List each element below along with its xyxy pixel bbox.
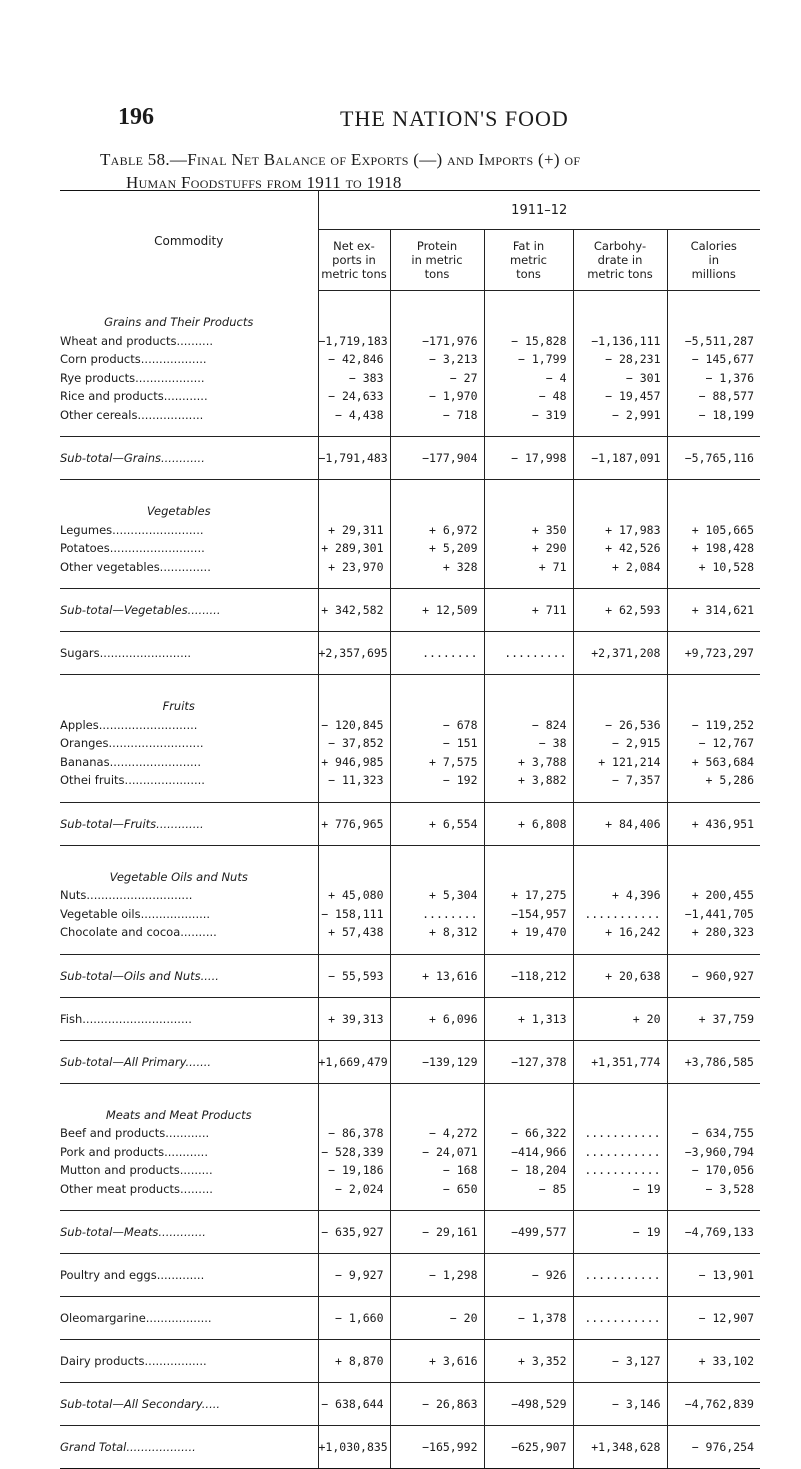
cell-value: − 1,376 <box>667 369 760 388</box>
cell-value <box>573 1083 667 1124</box>
cell-value: ........ <box>390 632 484 675</box>
cell-value: −625,907 <box>484 1426 573 1469</box>
cell-value: −1,791,483 <box>318 437 390 480</box>
subtotal-row <box>60 437 760 480</box>
cell-value: −414,966 <box>484 1143 573 1162</box>
commodity-label: Sub-total—Fruits............. <box>60 802 318 845</box>
cell-value: − 13,901 <box>667 1254 760 1297</box>
table-row <box>60 1124 760 1143</box>
cell-value: −177,904 <box>390 437 484 480</box>
cell-value: − 319 <box>484 406 573 437</box>
commodity-label: Sub-total—Vegetables......... <box>60 589 318 632</box>
table-row <box>60 387 760 406</box>
cell-value: − 19,186 <box>328 1163 384 1178</box>
table-row <box>60 539 760 558</box>
cell-value: − 15,828 <box>484 332 573 351</box>
cell-value: − 28,231 <box>573 350 667 369</box>
subtotal-row <box>60 1297 760 1340</box>
cell-value: − 18,199 <box>667 406 760 437</box>
running-head: THE NATION'S FOOD <box>340 106 569 131</box>
table-row <box>60 734 760 753</box>
commodity-label: Sugars......................... <box>60 632 318 675</box>
cell-value: + 3,788 <box>484 753 573 772</box>
cell-value: − 19 <box>573 1211 667 1254</box>
cell-value: − 635,927 <box>318 1211 390 1254</box>
cell-value: + 42,526 <box>573 539 667 558</box>
table-row <box>60 923 760 954</box>
cell-value: − 1,970 <box>390 387 484 406</box>
cell-value: − 638,644 <box>318 1383 390 1426</box>
subtotal-row <box>60 954 760 997</box>
cell-value: − 38 <box>484 734 573 753</box>
commodity-label: Sub-total—All Primary....... <box>60 1040 318 1083</box>
cell-value: + 8,312 <box>390 923 484 954</box>
cell-value: ........... <box>573 1297 667 1340</box>
commodity-label: Grand Total................... <box>60 1426 318 1469</box>
cell-value: + 1,313 <box>484 997 573 1040</box>
cell-value: − 29,161 <box>390 1211 484 1254</box>
cell-value: − 192 <box>390 771 484 802</box>
cell-value: −171,976 <box>390 332 484 351</box>
cell-value: + 289,301 <box>321 541 384 556</box>
cell-value: +1,351,774 <box>573 1040 667 1083</box>
cell-value: +2,371,208 <box>573 632 667 675</box>
cell-value: −499,577 <box>484 1211 573 1254</box>
cell-value: − 2,991 <box>573 406 667 437</box>
section-heading: Fruits <box>60 675 318 716</box>
cell-value: + 20 <box>573 997 667 1040</box>
cell-value: + 328 <box>390 558 484 589</box>
page-header <box>118 104 758 134</box>
cell-value: + 121,214 <box>573 753 667 772</box>
cell-value: − 20 <box>390 1297 484 1340</box>
cell-value: − 1,799 <box>484 350 573 369</box>
cell-value: + 17,275 <box>484 886 573 905</box>
cell-value: − 66,322 <box>484 1124 573 1143</box>
commodity-label: Corn products.................. <box>60 350 318 369</box>
commodity-label: Sub-total—Grains............ <box>60 437 318 480</box>
cell-value: + 711 <box>484 589 573 632</box>
year-header: 1911–12 <box>318 191 760 230</box>
table-row <box>60 886 760 905</box>
section-heading: Meats and Meat Products <box>60 1083 318 1124</box>
cell-value: −1,441,705 <box>667 905 760 924</box>
cell-value: + 3,616 <box>390 1340 484 1383</box>
cell-value: − 9,927 <box>318 1254 390 1297</box>
commodity-label: Othei fruits...................... <box>60 771 318 802</box>
table-row <box>60 332 760 351</box>
cell-value: − 926 <box>484 1254 573 1297</box>
table-caption <box>100 148 780 194</box>
cell-value: + 33,102 <box>667 1340 760 1383</box>
cell-value: −165,992 <box>390 1426 484 1469</box>
cell-value <box>318 845 390 886</box>
cell-value: − 151 <box>390 734 484 753</box>
cell-value: +1,348,628 <box>573 1426 667 1469</box>
cell-value: − 170,056 <box>667 1161 760 1180</box>
cell-value: + 20,638 <box>573 954 667 997</box>
commodity-label: Legumes......................... <box>60 521 318 540</box>
cell-value <box>667 845 760 886</box>
table-row <box>60 1180 760 1211</box>
cell-value: + 19,470 <box>484 923 573 954</box>
cell-value: + 3,882 <box>484 771 573 802</box>
cell-value: − 24,071 <box>390 1143 484 1162</box>
cell-value: − 18,204 <box>484 1161 573 1180</box>
cell-value: − 4,272 <box>390 1124 484 1143</box>
cell-value: −5,765,116 <box>667 437 760 480</box>
commodity-label: Sub-total—Oils and Nuts..... <box>60 954 318 997</box>
cell-value: + 5,286 <box>667 771 760 802</box>
cell-value: − 3,127 <box>573 1340 667 1383</box>
subtotal-row <box>60 1211 760 1254</box>
cell-value <box>573 675 667 716</box>
subtotal-row <box>60 1040 760 1083</box>
cell-value: − 27 <box>390 369 484 388</box>
cell-value: + 10,528 <box>667 558 760 589</box>
commodity-label: Rice and products............ <box>60 387 318 406</box>
commodity-label: Nuts............................. <box>60 886 318 905</box>
cell-value: + 6,096 <box>390 997 484 1040</box>
section-heading-row <box>60 480 760 521</box>
cell-value: ........... <box>573 1254 667 1297</box>
food-balance-table <box>60 190 760 1469</box>
commodity-label: Other cereals.................. <box>60 406 318 437</box>
cell-value: + 37,759 <box>667 997 760 1040</box>
table-row <box>60 1143 760 1162</box>
cell-value: −5,511,287 <box>667 332 760 351</box>
cell-value: + 6,808 <box>484 802 573 845</box>
commodity-label: Other vegetables.............. <box>60 558 318 589</box>
cell-value: ........... <box>573 1161 667 1180</box>
cell-value: + 5,209 <box>390 539 484 558</box>
cell-value: ........ <box>390 905 484 924</box>
cell-value: − 55,593 <box>318 954 390 997</box>
cell-value: + 946,985 <box>321 754 384 769</box>
cell-value: − 3,146 <box>573 1383 667 1426</box>
cell-value: − 824 <box>484 716 573 735</box>
cell-value: + 198,428 <box>667 539 760 558</box>
cell-value: +9,723,297 <box>667 632 760 675</box>
commodity-label: Rye products................... <box>60 369 318 388</box>
section-heading: Grains and Their Products <box>60 291 318 332</box>
cell-value: + 4,396 <box>573 886 667 905</box>
table-row <box>60 406 760 437</box>
cell-value: + 314,621 <box>667 589 760 632</box>
commodity-label: Chocolate and cocoa.......... <box>60 923 318 954</box>
cell-value <box>667 480 760 521</box>
commodity-label: Pork and products............ <box>60 1143 318 1162</box>
cell-value: −1,136,111 <box>573 332 667 351</box>
cell-value: −1,719,183 <box>318 333 388 348</box>
section-heading-row <box>60 675 760 716</box>
cell-value: −154,957 <box>484 905 573 924</box>
cell-value: −127,378 <box>484 1040 573 1083</box>
cell-value: ........... <box>573 1143 667 1162</box>
page-number: 196 <box>118 104 154 130</box>
cell-value: +1,669,479 <box>318 1040 390 1083</box>
column-header-protein: Protein in metric tons <box>390 230 484 291</box>
cell-value: − 383 <box>348 370 384 385</box>
cell-value: − 634,755 <box>667 1124 760 1143</box>
cell-value: + 776,965 <box>318 802 390 845</box>
section-heading-row <box>60 845 760 886</box>
table-row <box>60 350 760 369</box>
cell-value: −498,529 <box>484 1383 573 1426</box>
cell-value <box>573 480 667 521</box>
table-row <box>60 369 760 388</box>
subtotal-row <box>60 802 760 845</box>
cell-value: + 6,554 <box>390 802 484 845</box>
cell-value: + 57,438 <box>328 925 384 940</box>
column-header-net-exports: Net ex- ports in metric tons <box>318 230 390 291</box>
cell-value <box>390 480 484 521</box>
commodity-label: Beef and products............ <box>60 1124 318 1143</box>
cell-value: − 2,024 <box>335 1181 384 1196</box>
cell-value: + 3,352 <box>484 1340 573 1383</box>
cell-value: − 3,213 <box>390 350 484 369</box>
cell-value: − 301 <box>573 369 667 388</box>
cell-value: − 12,907 <box>667 1297 760 1340</box>
cell-value: − 120,845 <box>321 717 384 732</box>
section-heading-row <box>60 291 760 332</box>
subtotal-row <box>60 1254 760 1297</box>
cell-value: + 7,575 <box>390 753 484 772</box>
cell-value: + 23,970 <box>328 559 384 574</box>
table-row <box>60 753 760 772</box>
commodity-label: Bananas......................... <box>60 753 318 772</box>
cell-value: − 3,528 <box>667 1180 760 1211</box>
cell-value: −4,762,839 <box>667 1383 760 1426</box>
cell-value: + 84,406 <box>573 802 667 845</box>
cell-value <box>667 291 760 332</box>
commodity-label: Other meat products......... <box>60 1180 318 1211</box>
cell-value: − 86,378 <box>328 1126 384 1141</box>
cell-value <box>484 1083 573 1124</box>
cell-value <box>390 675 484 716</box>
cell-value: + 39,313 <box>318 997 390 1040</box>
commodity-label: Potatoes.......................... <box>60 539 318 558</box>
cell-value: − 960,927 <box>667 954 760 997</box>
cell-value: − 37,852 <box>328 736 384 751</box>
grand-total-row <box>60 1426 760 1469</box>
cell-value: − 17,998 <box>484 437 573 480</box>
cell-value: − 42,846 <box>328 352 384 367</box>
cell-value: + 62,593 <box>573 589 667 632</box>
table-row <box>60 905 760 924</box>
cell-value: + 13,616 <box>390 954 484 997</box>
cell-value <box>484 480 573 521</box>
cell-value: − 528,339 <box>321 1144 384 1159</box>
table-row <box>60 716 760 735</box>
cell-value: − 2,915 <box>573 734 667 753</box>
cell-value: + 290 <box>484 539 573 558</box>
cell-value: + 16,242 <box>573 923 667 954</box>
cell-value <box>484 675 573 716</box>
cell-value: + 436,951 <box>667 802 760 845</box>
column-header-carbohydrate: Carbohy- drate in metric tons <box>573 230 667 291</box>
subtotal-row <box>60 589 760 632</box>
cell-value: −1,187,091 <box>573 437 667 480</box>
cell-value: − 718 <box>390 406 484 437</box>
table-caption-line-2: Human Foodstuffs from 1911 to 1918 <box>126 173 402 192</box>
cell-value: − 4 <box>484 369 573 388</box>
cell-value: +2,357,695 <box>318 632 390 675</box>
cell-value <box>390 845 484 886</box>
cell-value: ........... <box>573 905 667 924</box>
commodity-label: Oranges.......................... <box>60 734 318 753</box>
commodity-label: Wheat and products.......... <box>60 332 318 351</box>
cell-value <box>667 675 760 716</box>
cell-value: + 200,455 <box>667 886 760 905</box>
cell-value: − 7,357 <box>573 771 667 802</box>
cell-value <box>318 1083 390 1124</box>
cell-value <box>667 1083 760 1124</box>
cell-value: − 678 <box>390 716 484 735</box>
commodity-label: Dairy products................. <box>60 1340 318 1383</box>
cell-value: − 19 <box>573 1180 667 1211</box>
cell-value: + 17,983 <box>573 521 667 540</box>
subtotal-row <box>60 632 760 675</box>
cell-value: − 1,378 <box>484 1297 573 1340</box>
commodity-label: Poultry and eggs............. <box>60 1254 318 1297</box>
section-heading: Vegetable Oils and Nuts <box>60 845 318 886</box>
cell-value: + 280,323 <box>667 923 760 954</box>
cell-value: + 12,509 <box>390 589 484 632</box>
cell-value: − 158,111 <box>321 906 384 921</box>
cell-value: − 85 <box>484 1180 573 1211</box>
cell-value: + 2,084 <box>573 558 667 589</box>
table-caption-line-1: Table 58.—Final Net Balance of Exports (—) and Imports (+) of <box>100 150 581 169</box>
cell-value: + 8,870 <box>318 1340 390 1383</box>
section-heading: Vegetables <box>60 480 318 521</box>
table-row <box>60 771 760 802</box>
cell-value: − 24,633 <box>328 389 384 404</box>
cell-value <box>573 845 667 886</box>
cell-value <box>484 845 573 886</box>
commodity-label: Vegetable oils................... <box>60 905 318 924</box>
cell-value: + 105,665 <box>667 521 760 540</box>
cell-value: +3,786,585 <box>667 1040 760 1083</box>
cell-value <box>573 291 667 332</box>
cell-value: − 4,438 <box>335 407 384 422</box>
cell-value: − 145,677 <box>667 350 760 369</box>
cell-value: + 342,582 <box>318 589 390 632</box>
cell-value <box>390 1083 484 1124</box>
cell-value: −3,960,794 <box>667 1143 760 1162</box>
cell-value: + 71 <box>484 558 573 589</box>
cell-value: − 976,254 <box>667 1426 760 1469</box>
table-row <box>60 1161 760 1180</box>
cell-value: − 19,457 <box>573 387 667 406</box>
cell-value <box>318 675 390 716</box>
commodity-label: Oleomargarine.................. <box>60 1297 318 1340</box>
commodity-label: Mutton and products......... <box>60 1161 318 1180</box>
commodity-label: Fish.............................. <box>60 997 318 1040</box>
cell-value: − 11,323 <box>328 773 384 788</box>
cell-value: +1,030,835 <box>318 1426 390 1469</box>
column-header-calories: Calories in millions <box>667 230 760 291</box>
cell-value: − 12,767 <box>667 734 760 753</box>
table-body <box>60 291 760 1469</box>
subtotal-row <box>60 997 760 1040</box>
cell-value: − 88,577 <box>667 387 760 406</box>
cell-value: + 5,304 <box>390 886 484 905</box>
cell-value <box>484 291 573 332</box>
column-header-fat: Fat in metric tons <box>484 230 573 291</box>
commodity-label: Sub-total—All Secondary..... <box>60 1383 318 1426</box>
cell-value: + 563,684 <box>667 753 760 772</box>
cell-value: − 168 <box>390 1161 484 1180</box>
cell-value: − 48 <box>484 387 573 406</box>
cell-value <box>318 480 390 521</box>
table-row <box>60 558 760 589</box>
cell-value: −139,129 <box>390 1040 484 1083</box>
cell-value: + 6,972 <box>390 521 484 540</box>
cell-value: − 26,863 <box>390 1383 484 1426</box>
cell-value: − 650 <box>390 1180 484 1211</box>
subtotal-row <box>60 1340 760 1383</box>
cell-value: − 26,536 <box>573 716 667 735</box>
cell-value: − 1,660 <box>318 1297 390 1340</box>
cell-value: −118,212 <box>484 954 573 997</box>
section-heading-row <box>60 1083 760 1124</box>
subtotal-row <box>60 1383 760 1426</box>
commodity-label: Sub-total—Meats............. <box>60 1211 318 1254</box>
cell-value: + 45,080 <box>328 888 384 903</box>
table-row <box>60 521 760 540</box>
cell-value: + 350 <box>484 521 573 540</box>
cell-value: ........... <box>573 1124 667 1143</box>
cell-value <box>318 291 390 332</box>
cell-value <box>390 291 484 332</box>
cell-value: + 29,311 <box>328 522 384 537</box>
cell-value: ......... <box>484 632 573 675</box>
commodity-label: Apples........................... <box>60 716 318 735</box>
cell-value: − 119,252 <box>667 716 760 735</box>
cell-value: −4,769,133 <box>667 1211 760 1254</box>
cell-value: − 1,298 <box>390 1254 484 1297</box>
commodity-column-header: Commodity <box>60 191 318 291</box>
